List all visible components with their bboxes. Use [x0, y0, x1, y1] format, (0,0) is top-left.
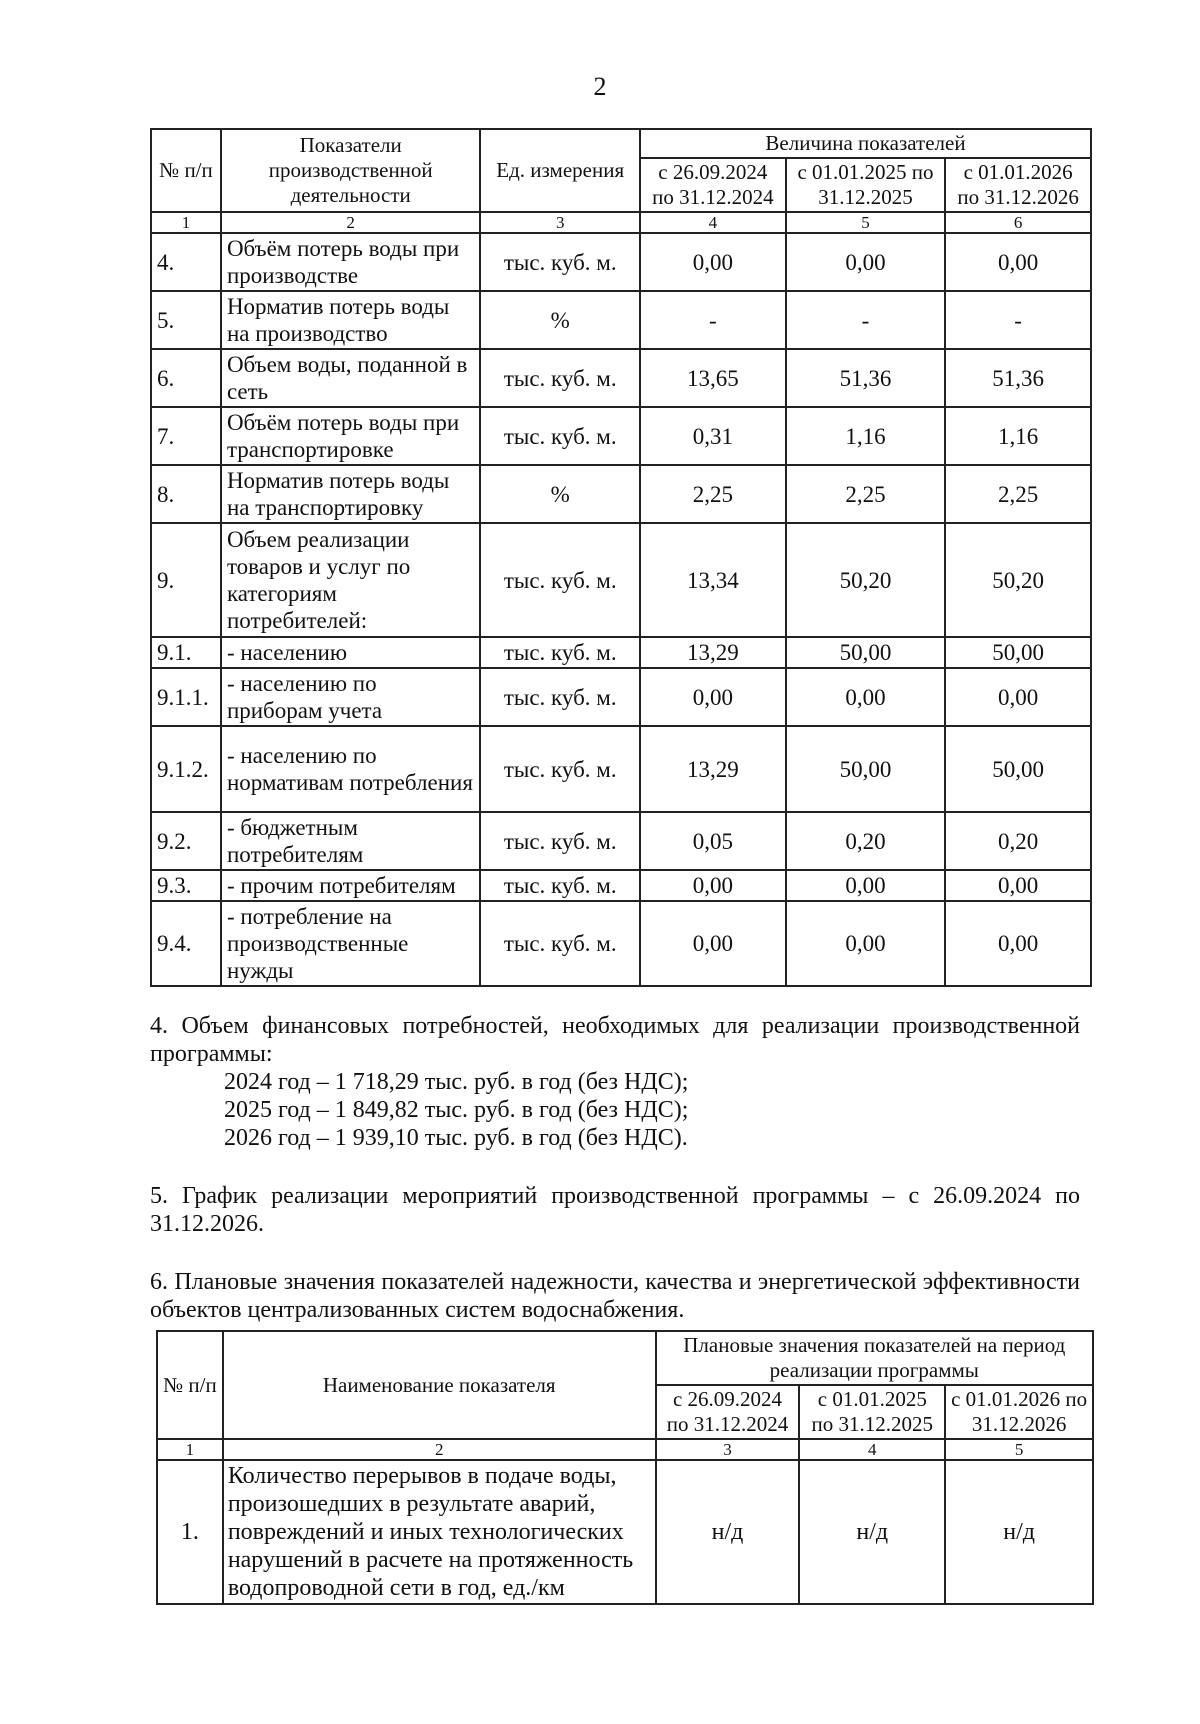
row-value-1: 13,65: [640, 349, 786, 407]
row-name: - населению по нормативам потребления: [221, 726, 480, 812]
row-unit: тыс. куб. м.: [480, 901, 640, 986]
column-number-row: [157, 1439, 1093, 1460]
row-value-2: н/д: [799, 1460, 945, 1604]
row-value-1: -: [640, 291, 786, 349]
section-6-text: 6. Плановые значения показателей надежности, качества и энергетической эффективности объектов централизованных систем водоснабжения.: [150, 1269, 1080, 1323]
row-value-2: 0,00: [786, 901, 946, 986]
row-num: 5.: [151, 291, 221, 349]
header-indicator: Показатели производственной деятельности: [221, 129, 480, 212]
section-4: [150, 1012, 1080, 1152]
row-num: 8.: [151, 465, 221, 523]
row-name: Норматив потерь воды на транспортировку: [221, 465, 480, 523]
col-number: 3: [656, 1439, 800, 1460]
row-name: Норматив потерь воды на производство: [221, 291, 480, 349]
row-num: 4.: [151, 233, 221, 291]
table-row: [151, 901, 1091, 986]
row-value-3: 0,20: [945, 812, 1091, 870]
row-value-2: 50,00: [786, 637, 946, 668]
row-value-1: 0,00: [640, 233, 786, 291]
row-num: 6.: [151, 349, 221, 407]
row-value-2: 0,00: [786, 870, 946, 901]
row-value-3: 1,16: [945, 407, 1091, 465]
col-number: 5: [945, 1439, 1093, 1460]
row-value-3: 50,00: [945, 726, 1091, 812]
reliability-indicators-table: [156, 1330, 1094, 1605]
table-row: [151, 349, 1091, 407]
row-value-1: 13,29: [640, 637, 786, 668]
col-number: 3: [480, 212, 640, 233]
row-num: 9.1.2.: [151, 726, 221, 812]
table-row: [151, 407, 1091, 465]
column-number-row: [151, 212, 1091, 233]
row-value-1: н/д: [656, 1460, 800, 1604]
row-value-2: 50,20: [786, 523, 946, 637]
header-period-3: с 01.01.2026 по 31.12.2026: [945, 158, 1091, 212]
header-period-1: с 26.09.2024 по 31.12.2024: [640, 158, 786, 212]
header-num: № п/п: [151, 129, 221, 212]
table-row: [157, 1460, 1093, 1604]
row-value-2: 0,20: [786, 812, 946, 870]
header-period-3: с 01.01.2026 по 31.12.2026: [945, 1385, 1093, 1439]
row-value-3: -: [945, 291, 1091, 349]
row-name: Объем реализации товаров и услуг по категориям потребителей:: [221, 523, 480, 637]
row-value-2: 2,25: [786, 465, 946, 523]
row-value-1: 13,29: [640, 726, 786, 812]
col-number: 2: [223, 1439, 656, 1460]
row-value-1: 13,34: [640, 523, 786, 637]
section-4-text: 4. Объем финансовых потребностей, необходимых для реализации производственной программы:: [150, 1013, 1080, 1067]
page-number: 2: [593, 72, 607, 101]
header-period-2: с 01.01.2025 по 31.12.2025: [799, 1385, 945, 1439]
row-num: 9.4.: [151, 901, 221, 986]
header-values-group: Величина показателей: [640, 129, 1091, 158]
row-value-2: -: [786, 291, 946, 349]
section-4-line: 2024 год – 1 718,29 тыс. руб. в год (без НДС);: [224, 1069, 689, 1095]
section-4-line: 2025 год – 1 849,82 тыс. руб. в год (без НДС);: [224, 1097, 689, 1123]
col-number: 4: [799, 1439, 945, 1460]
row-name: Количество перерывов в подаче воды, произошедших в результате аварий, повреждений и иных технологических нарушений в расчете на протяженность водопроводной сети в год, ед./км: [223, 1460, 656, 1604]
row-unit: тыс. куб. м.: [480, 668, 640, 726]
row-value-3: 2,25: [945, 465, 1091, 523]
header-num: № п/п: [157, 1331, 223, 1439]
col-number: 2: [221, 212, 480, 233]
row-unit: тыс. куб. м.: [480, 870, 640, 901]
row-num: 1.: [157, 1460, 223, 1604]
table-row: [151, 870, 1091, 901]
row-unit: тыс. куб. м.: [480, 637, 640, 668]
section-6: [150, 1268, 1080, 1324]
row-unit: %: [480, 291, 640, 349]
production-indicators-table: [150, 128, 1092, 987]
row-unit: тыс. куб. м.: [480, 233, 640, 291]
row-name: - потребление на производственные нужды: [221, 901, 480, 986]
header-unit: Ед. измерения: [480, 129, 640, 212]
row-name: - прочим потребителям: [221, 870, 480, 901]
row-value-1: 0,31: [640, 407, 786, 465]
row-value-2: 50,00: [786, 726, 946, 812]
table-row: [151, 812, 1091, 870]
row-name: Объём потерь воды при транспортировке: [221, 407, 480, 465]
row-name: - бюджетным потребителям: [221, 812, 480, 870]
row-unit: тыс. куб. м.: [480, 726, 640, 812]
table-row: [151, 523, 1091, 637]
row-value-3: н/д: [945, 1460, 1093, 1604]
col-number: 4: [640, 212, 786, 233]
row-num: 9.3.: [151, 870, 221, 901]
header-period-1: с 26.09.2024 по 31.12.2024: [656, 1385, 800, 1439]
table-row: [151, 291, 1091, 349]
row-value-3: 0,00: [945, 233, 1091, 291]
row-num: 9.1.: [151, 637, 221, 668]
col-number: 5: [786, 212, 946, 233]
row-value-2: 0,00: [786, 668, 946, 726]
row-num: 9.2.: [151, 812, 221, 870]
row-unit: тыс. куб. м.: [480, 523, 640, 637]
row-unit: тыс. куб. м.: [480, 407, 640, 465]
row-value-2: 1,16: [786, 407, 946, 465]
row-unit: тыс. куб. м.: [480, 349, 640, 407]
section-5-text: 5. График реализации мероприятий производственной программы – с 26.09.2024 по 31.12.2026.: [150, 1183, 1080, 1237]
row-value-1: 0,05: [640, 812, 786, 870]
row-name: Объём потерь воды при производстве: [221, 233, 480, 291]
header-period-2: с 01.01.2025 по 31.12.2025: [786, 158, 946, 212]
col-number: 1: [157, 1439, 223, 1460]
section-5: [150, 1182, 1080, 1238]
section-4-line: 2026 год – 1 939,10 тыс. руб. в год (без НДС).: [224, 1125, 688, 1151]
col-number: 6: [945, 212, 1091, 233]
header-name: Наименование показателя: [223, 1331, 656, 1439]
row-value-1: 0,00: [640, 668, 786, 726]
row-value-3: 0,00: [945, 870, 1091, 901]
row-unit: тыс. куб. м.: [480, 812, 640, 870]
row-num: 9.: [151, 523, 221, 637]
table-row: [151, 465, 1091, 523]
row-value-3: 0,00: [945, 901, 1091, 986]
table-row: [151, 233, 1091, 291]
row-value-1: 2,25: [640, 465, 786, 523]
table-row: [151, 726, 1091, 812]
header-values-group: Плановые значения показателей на период реализации программы: [656, 1331, 1093, 1385]
table-row: [151, 637, 1091, 668]
col-number: 1: [151, 212, 221, 233]
table-row: [151, 668, 1091, 726]
row-unit: %: [480, 465, 640, 523]
row-value-3: 0,00: [945, 668, 1091, 726]
row-value-3: 50,20: [945, 523, 1091, 637]
row-num: 9.1.1.: [151, 668, 221, 726]
row-value-3: 51,36: [945, 349, 1091, 407]
row-value-3: 50,00: [945, 637, 1091, 668]
row-name: - населению по приборам учета: [221, 668, 480, 726]
row-value-1: 0,00: [640, 901, 786, 986]
row-name: - населению: [221, 637, 480, 668]
row-name: Объем воды, поданной в сеть: [221, 349, 480, 407]
row-value-1: 0,00: [640, 870, 786, 901]
row-value-2: 0,00: [786, 233, 946, 291]
row-value-2: 51,36: [786, 349, 946, 407]
row-num: 7.: [151, 407, 221, 465]
